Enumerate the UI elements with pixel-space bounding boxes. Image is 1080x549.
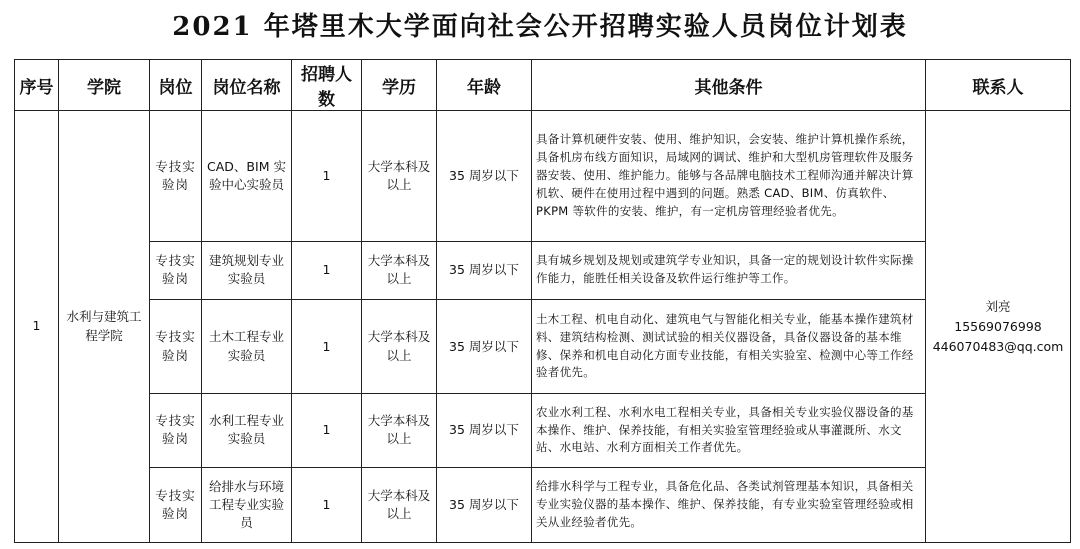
header-conditions: 其他条件	[532, 60, 926, 111]
college-cell: 水利与建筑工程学院	[59, 111, 150, 543]
contact-cell	[926, 111, 1071, 543]
header-college: 学院	[59, 60, 150, 111]
post-cell: 专技实验岗	[150, 467, 202, 542]
header-contact: 联系人	[926, 60, 1071, 111]
table-row	[15, 241, 1071, 299]
post-name-cell: CAD、BIM 实验中心实验员	[202, 111, 292, 242]
post-cell: 专技实验岗	[150, 241, 202, 299]
education-cell: 大学本科及以上	[362, 394, 437, 467]
age-cell: 35 周岁以下	[437, 467, 532, 542]
post-cell: 专技实验岗	[150, 111, 202, 242]
count-cell: 1	[292, 394, 362, 467]
header-post: 岗位	[150, 60, 202, 111]
count-cell: 1	[292, 299, 362, 393]
post-name-cell: 建筑规划专业实验员	[202, 241, 292, 299]
table-row	[15, 111, 1071, 242]
post-cell: 专技实验岗	[150, 299, 202, 393]
conditions-cell: 农业水利工程、水利水电工程相关专业，具备相关专业实验仪器设备的基本操作、维护、保养技能，有相关实验室管理经验或从事灌溉所、水文站、水电站、水利方面相关工作者优先。	[532, 394, 926, 467]
contact-name: 刘亮	[985, 298, 1011, 314]
serial-cell: 1	[15, 111, 59, 543]
age-cell: 35 周岁以下	[437, 299, 532, 393]
header-education: 学历	[362, 60, 437, 111]
conditions-cell: 具有城乡规划及规划或建筑学专业知识，具备一定的规划设计软件实际操作能力，能胜任相关设备及软件运行维护等工作。	[532, 241, 926, 299]
contact-email: 446070483@qq.com	[932, 338, 1064, 354]
table-row	[15, 467, 1071, 542]
education-cell: 大学本科及以上	[362, 299, 437, 393]
age-cell: 35 周岁以下	[437, 394, 532, 467]
conditions-cell: 土木工程、机电自动化、建筑电气与智能化相关专业，能基本操作建筑材料、建筑结构检测、测试试验的相关仪器设备，具备仪器设备的基本维修、保养和机电自动化方面专业技能，有相关实验室、检测中心等工作经验者优先。	[532, 299, 926, 393]
contact-phone: 15569076998	[954, 318, 1042, 334]
page-title: 2021 年塔里木大学面向社会公开招聘实验人员岗位计划表	[172, 12, 908, 42]
post-cell: 专技实验岗	[150, 394, 202, 467]
conditions-cell: 给排水科学与工程专业，具备危化品、各类试剂管理基本知识，具备相关专业实验仪器的基本操作、维护、保养技能，有专业实验室管理经验或相关从业经验者优先。	[532, 467, 926, 542]
header-post-name: 岗位名称	[202, 60, 292, 111]
age-cell: 35 周岁以下	[437, 241, 532, 299]
table-row	[15, 299, 1071, 393]
header-serial: 序号	[15, 60, 59, 111]
education-cell: 大学本科及以上	[362, 111, 437, 242]
post-name-cell: 给排水与环境工程专业实验员	[202, 467, 292, 542]
count-cell: 1	[292, 111, 362, 242]
header-count: 招聘人数	[292, 60, 362, 111]
age-cell: 35 周岁以下	[437, 111, 532, 242]
header-age: 年龄	[437, 60, 532, 111]
recruitment-table	[14, 59, 1071, 543]
post-name-cell: 水利工程专业实验员	[202, 394, 292, 467]
header-row	[15, 60, 1071, 111]
count-cell: 1	[292, 467, 362, 542]
table-row	[15, 394, 1071, 467]
post-name-cell: 土木工程专业实验员	[202, 299, 292, 393]
count-cell: 1	[292, 241, 362, 299]
education-cell: 大学本科及以上	[362, 467, 437, 542]
conditions-cell: 具备计算机硬件安装、使用、维护知识，会安装、维护计算机操作系统，具备机房布线方面知识，局域网的调试、维护和大型机房管理软件及服务器安装、使用、维护能力。能够与各品牌电脑技术工程师沟通并解决计算机软、硬件在使用过程中遇到的问题。熟悉 CAD、BIM、仿真软件、PKPM 等软件的安装、维护，有一定机房管理经验者优先。	[532, 111, 926, 242]
education-cell: 大学本科及以上	[362, 241, 437, 299]
